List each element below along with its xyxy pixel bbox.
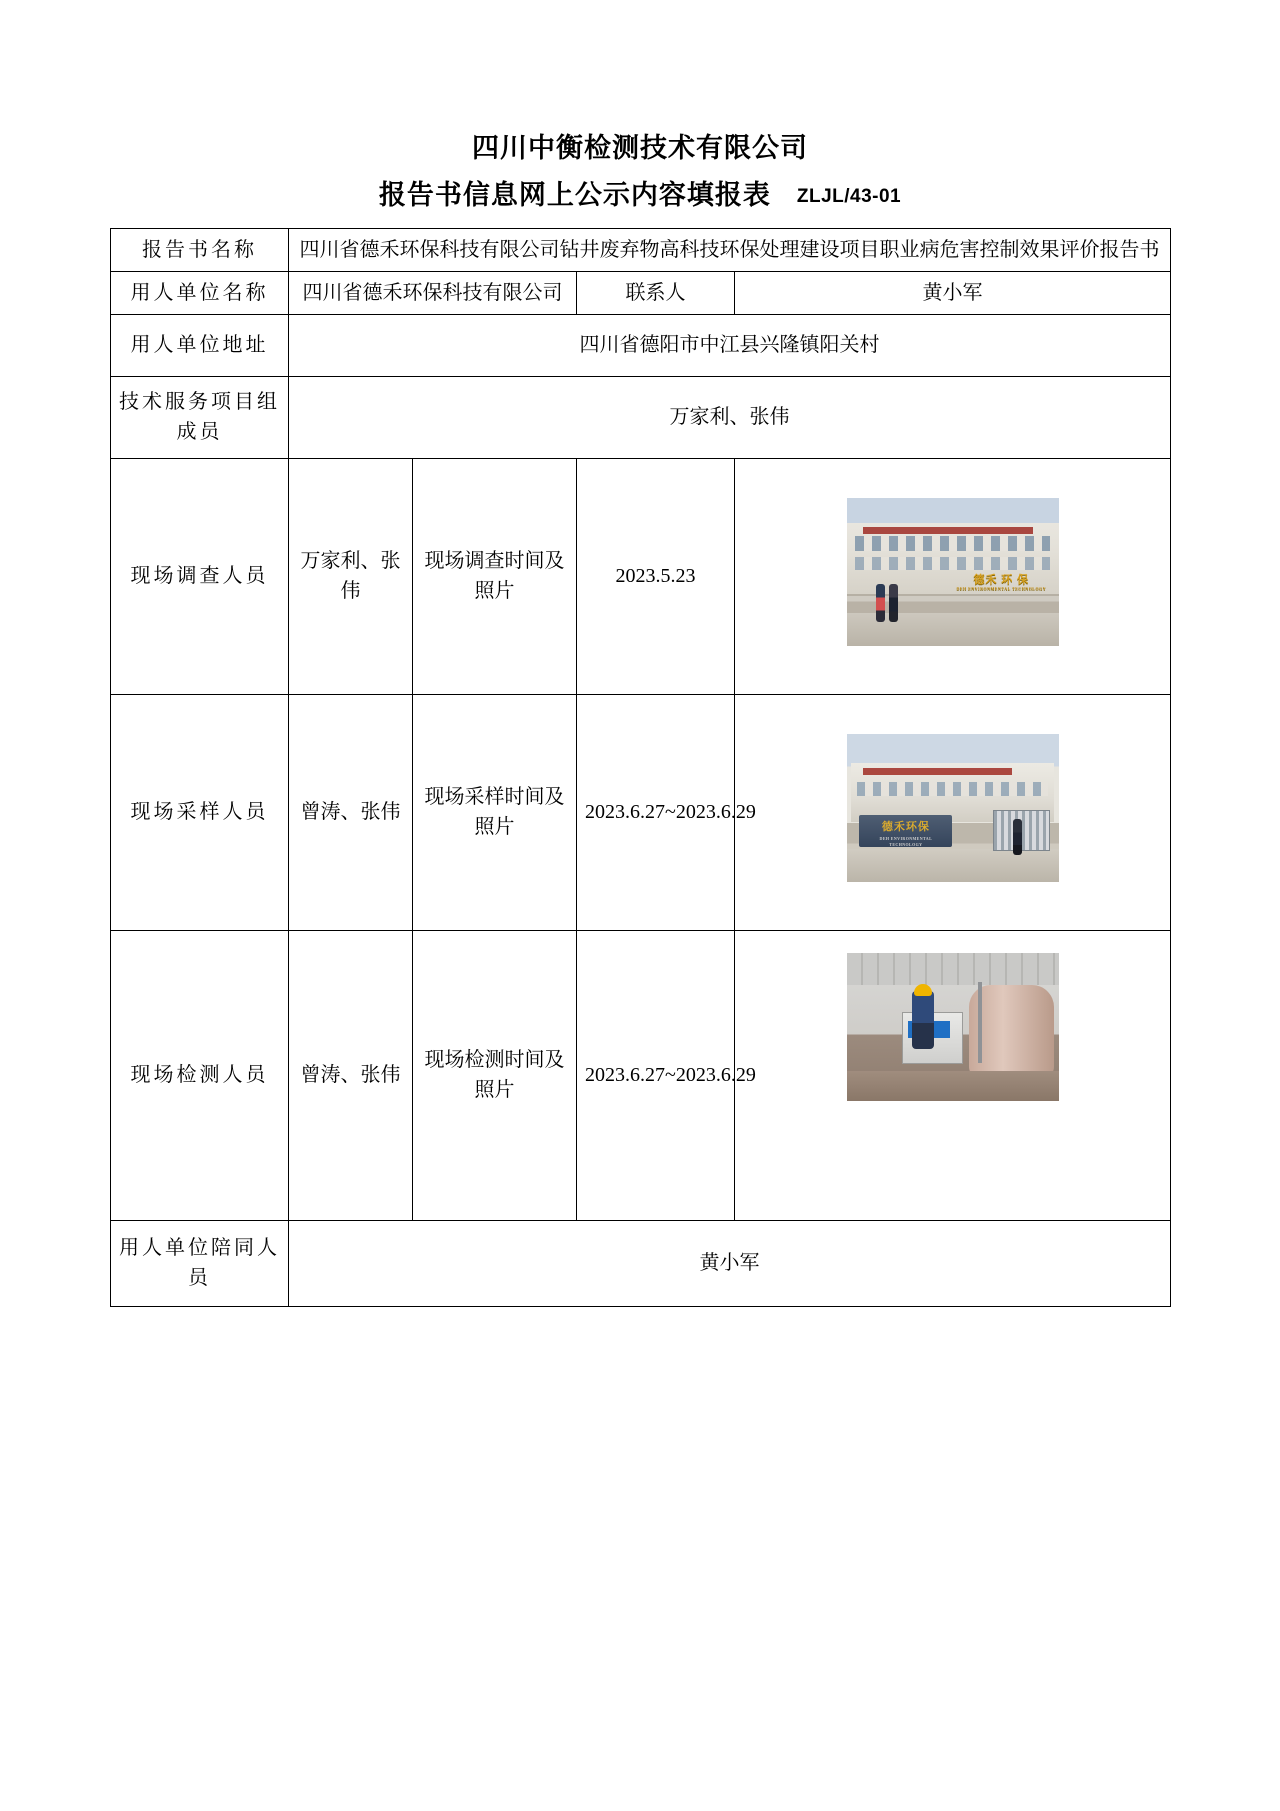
page-title: 四川中衡检测技术有限公司 <box>472 133 808 163</box>
employer-name-value: 四川省德禾环保科技有限公司 <box>289 271 577 314</box>
photo-ground-shape <box>847 849 1059 882</box>
subtitle-row <box>110 173 1170 212</box>
survey-photo-cell <box>735 458 1171 694</box>
detection-time-label: 现场检测时间及照片 <box>413 930 577 1220</box>
employer-name-label: 用人单位名称 <box>111 271 289 314</box>
report-name-value: 四川省德禾环保科技有限公司钻井废弃物高科技环保处理建设项目职业病危害控制效果评价报告书 <box>289 228 1171 271</box>
form-code: ZLJL/43-01 <box>796 185 902 207</box>
photo-wall-sign-text: 德禾环保 <box>881 821 930 834</box>
survey-role-label: 现场调查人员 <box>111 458 289 694</box>
table-row <box>111 314 1171 376</box>
sampling-role-label: 现场采样人员 <box>111 694 289 930</box>
photo-windows-shape <box>857 782 1048 795</box>
sampling-photo-cell <box>735 694 1171 930</box>
detection-date: 2023.6.27~2023.6.29 <box>577 930 735 1220</box>
survey-date: 2023.5.23 <box>577 458 735 694</box>
table-row <box>111 228 1171 271</box>
detection-persons: 曾涛、张伟 <box>289 930 413 1220</box>
team-label: 技术服务项目组成员 <box>111 376 289 458</box>
detection-photo-cell <box>735 930 1171 1220</box>
photo-windows-shape-2 <box>855 557 1050 570</box>
survey-time-label: 现场调查时间及照片 <box>413 458 577 694</box>
team-value: 万家利、张伟 <box>289 376 1171 458</box>
photo-banner-shape <box>863 527 1033 534</box>
photo-company-sign-en: DEH ENVIRONMENTAL TECHNOLOGY <box>956 585 1047 591</box>
photo-company-sign <box>950 574 1052 598</box>
photo-wall-sign <box>863 819 948 848</box>
employer-address-value: 四川省德阳市中江县兴隆镇阳关村 <box>289 314 1171 376</box>
accompany-value: 黄小军 <box>289 1220 1171 1306</box>
report-info-table <box>110 228 1171 1307</box>
sampling-photo <box>847 734 1059 882</box>
photo-ground-shape <box>847 1071 1059 1101</box>
table-row <box>111 458 1171 694</box>
table-row <box>111 376 1171 458</box>
contact-value: 黄小军 <box>735 271 1171 314</box>
photo-tank-shape <box>969 985 1054 1077</box>
table-row <box>111 930 1171 1220</box>
photo-pipe-shape <box>978 982 982 1063</box>
detection-role-label: 现场检测人员 <box>111 930 289 1220</box>
photo-person-2 <box>889 584 898 622</box>
contact-label: 联系人 <box>577 271 735 314</box>
photo-wall-sign-en: DEH ENVIRONMENTAL TECHNOLOGY <box>879 835 933 847</box>
photo-ceiling-shape <box>847 953 1059 986</box>
sampling-persons: 曾涛、张伟 <box>289 694 413 930</box>
table-row <box>111 694 1171 930</box>
table-row <box>111 1220 1171 1306</box>
photo-windows-shape <box>855 536 1050 551</box>
sampling-date: 2023.6.27~2023.6.29 <box>577 694 735 930</box>
page-subtitle: 报告书信息网上公示内容填报表 <box>378 179 771 210</box>
photo-company-sign-text: 德禾 环 保 <box>973 574 1030 587</box>
accompany-label: 用人单位陪同人员 <box>111 1220 289 1306</box>
survey-persons: 万家利、张伟 <box>289 458 413 694</box>
detection-photo <box>847 953 1059 1101</box>
photo-banner-shape <box>863 768 1011 775</box>
photo-person-1 <box>1013 819 1022 855</box>
photo-person-1 <box>876 584 885 622</box>
table-row <box>111 271 1171 314</box>
sampling-time-label: 现场采样时间及照片 <box>413 694 577 930</box>
photo-helmet <box>914 984 932 996</box>
employer-address-label: 用人单位地址 <box>111 314 289 376</box>
report-name-label: 报告书名称 <box>111 228 289 271</box>
survey-photo <box>847 498 1059 646</box>
photo-worker <box>912 991 934 1049</box>
